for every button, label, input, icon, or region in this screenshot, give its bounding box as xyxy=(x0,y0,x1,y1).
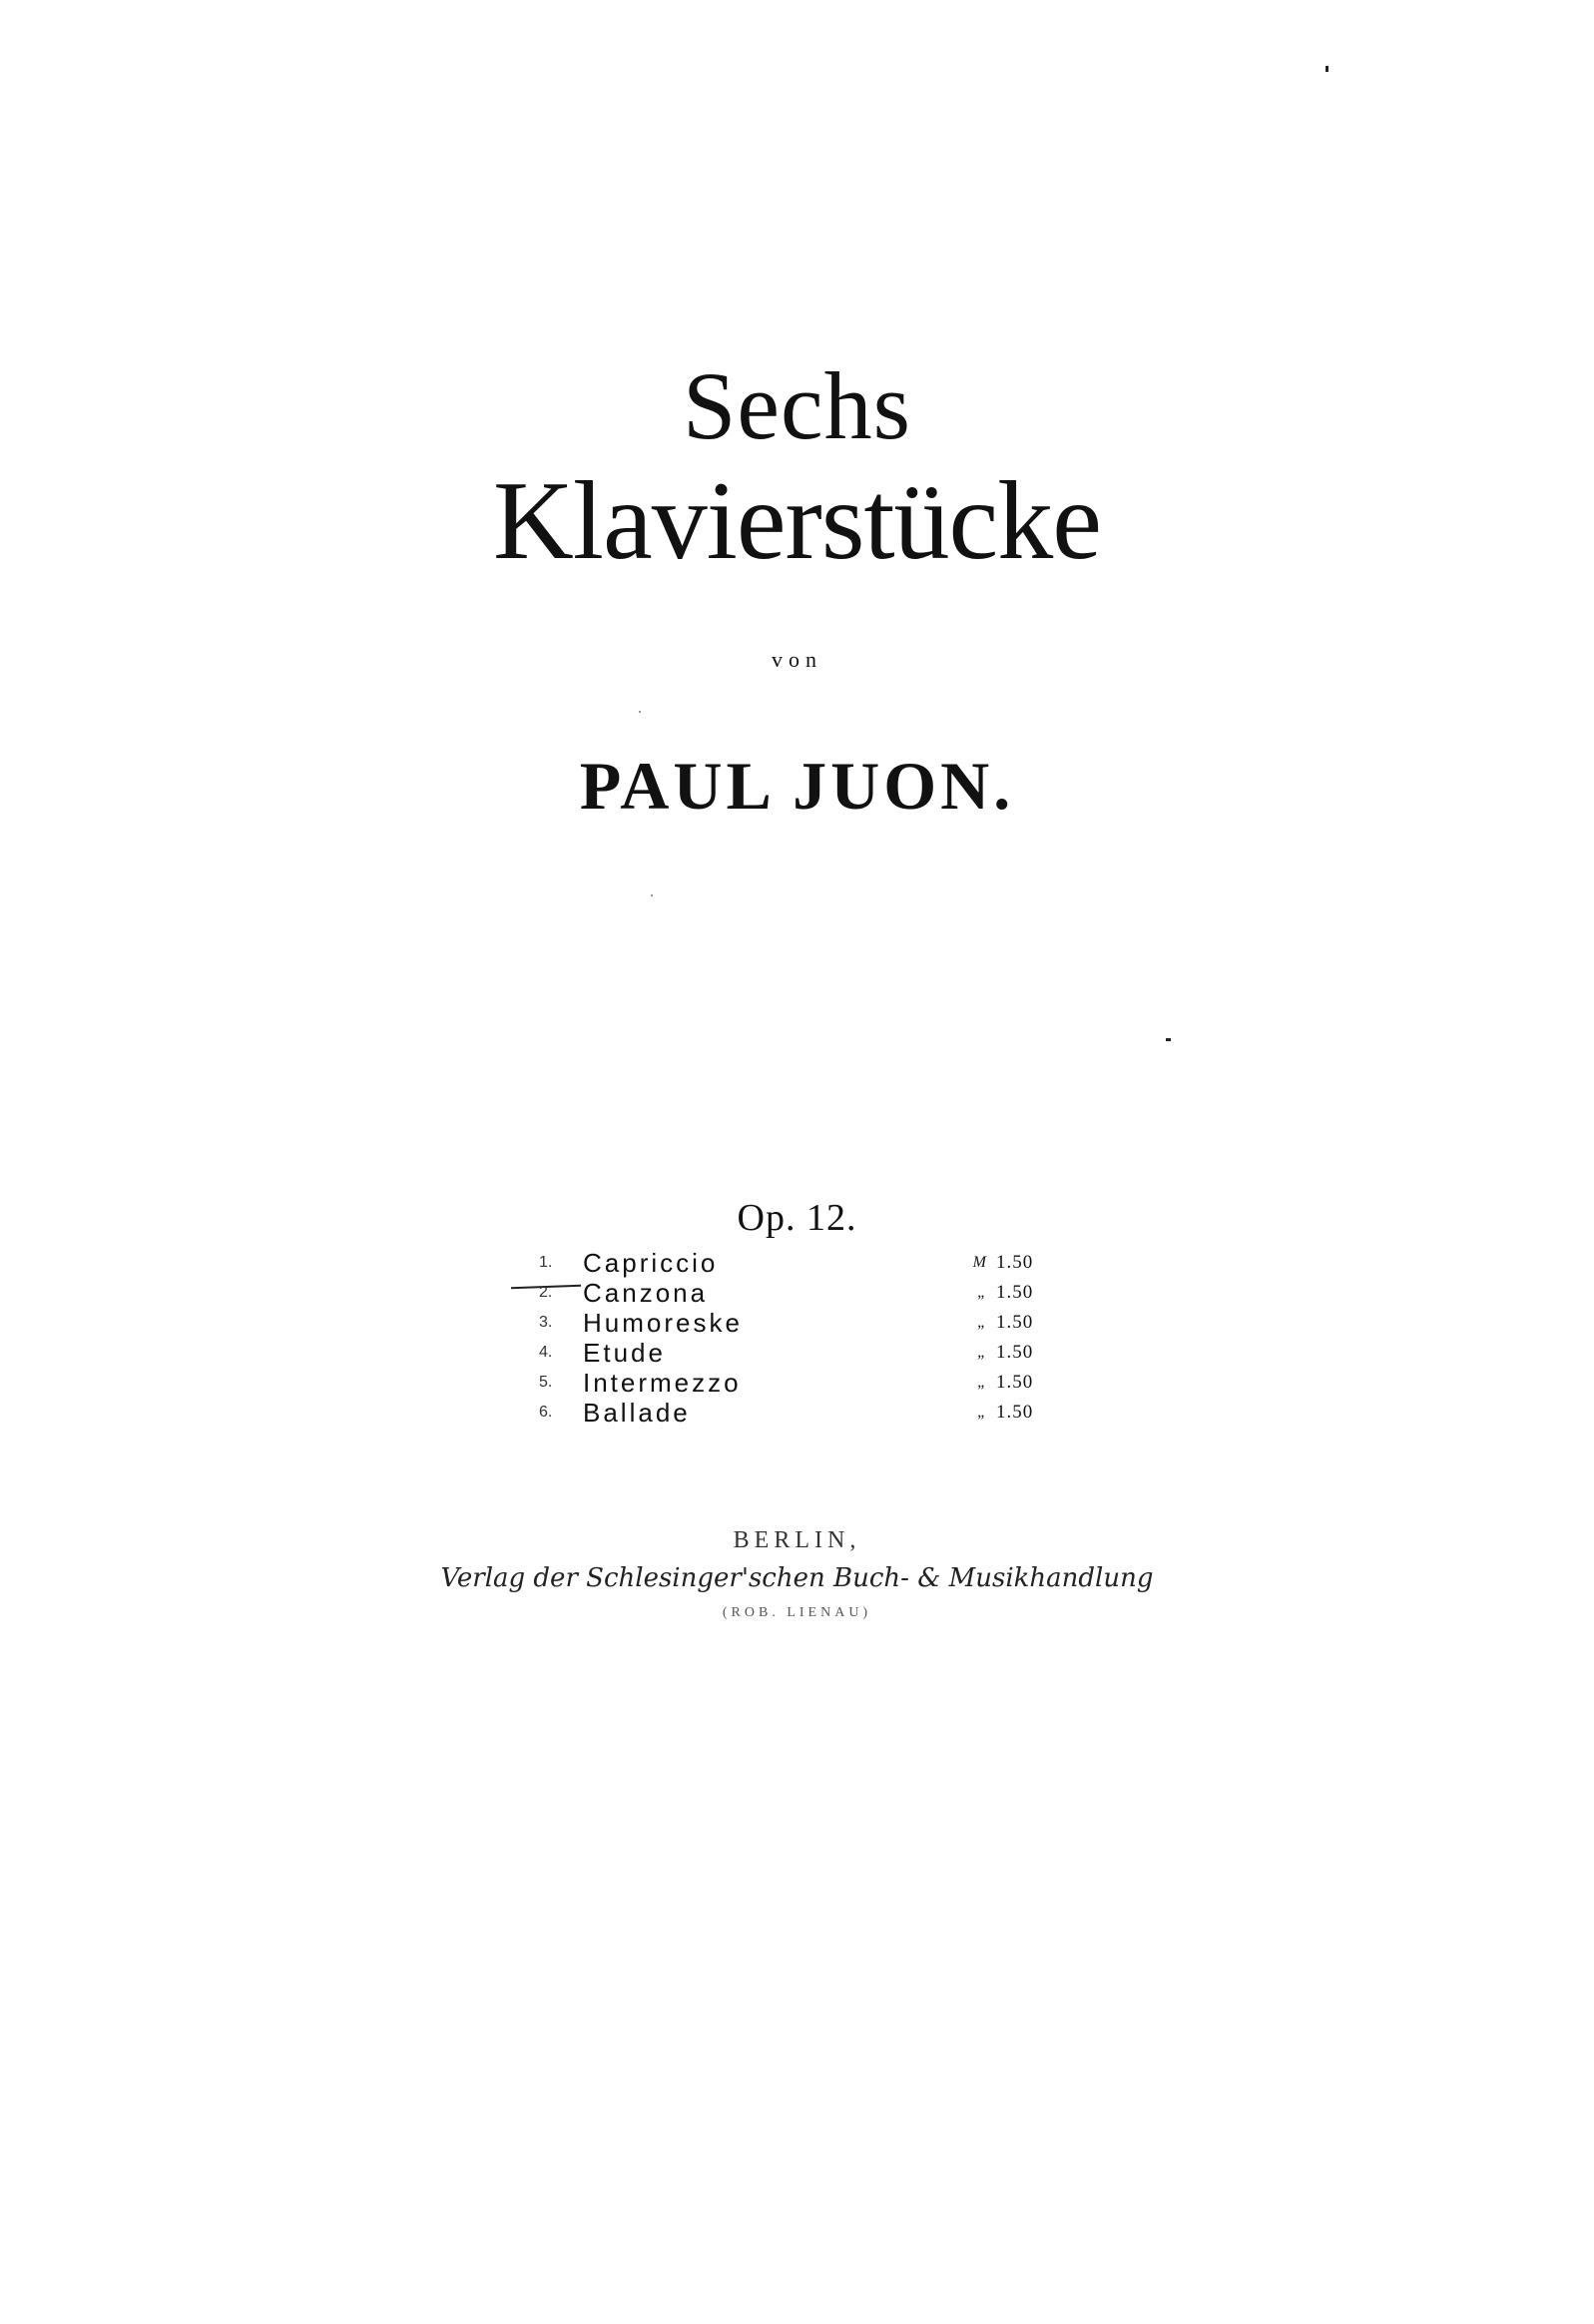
list-item xyxy=(539,1248,1068,1278)
list-item xyxy=(539,1278,1068,1308)
piece-price: 1.50 xyxy=(996,1312,1034,1333)
piece-list xyxy=(539,1248,1068,1428)
title-line-1: Sechs xyxy=(683,352,911,459)
piece-number: 4. xyxy=(539,1344,553,1361)
piece-number: 5. xyxy=(539,1374,553,1391)
piece-price: 1.50 xyxy=(996,1372,1034,1393)
piece-currency: „ xyxy=(977,1284,986,1301)
piece-title: Etude xyxy=(583,1338,666,1368)
publisher-sub: (ROB. LIENAU) xyxy=(722,1605,872,1620)
piece-price: 1.50 xyxy=(996,1402,1034,1423)
piece-number: 1. xyxy=(539,1254,553,1271)
piece-price: 1.50 xyxy=(996,1282,1034,1303)
piece-price: 1.50 xyxy=(996,1342,1034,1363)
list-item xyxy=(539,1338,1068,1368)
composer-name: PAUL JUON. xyxy=(579,748,1015,824)
list-item xyxy=(539,1308,1068,1338)
piece-currency: „ xyxy=(977,1404,986,1421)
piece-price: 1.50 xyxy=(996,1252,1034,1273)
piece-currency: „ xyxy=(977,1314,986,1331)
byline: von xyxy=(772,647,822,672)
piece-title: Capriccio xyxy=(583,1248,719,1278)
scan-speck xyxy=(1326,66,1328,72)
piece-currency: M xyxy=(972,1254,986,1271)
piece-title: Humoreske xyxy=(583,1308,743,1338)
scan-speck xyxy=(639,711,641,713)
piece-number: 2. xyxy=(539,1284,553,1301)
piece-title: Intermezzo xyxy=(583,1368,742,1398)
piece-number: 3. xyxy=(539,1314,553,1331)
publisher-city: BERLIN, xyxy=(733,1527,861,1553)
publisher-name: Verlag der Schlesinger'schen Buch- & Musikhandlung xyxy=(440,1563,1154,1593)
piece-number: 6. xyxy=(539,1404,553,1421)
opus-number: Op. 12. xyxy=(737,1197,857,1239)
piece-currency: „ xyxy=(977,1374,986,1391)
piece-title: Canzona xyxy=(583,1278,709,1308)
piece-currency: „ xyxy=(977,1344,986,1361)
list-item xyxy=(539,1368,1068,1398)
piece-title: Ballade xyxy=(583,1398,691,1428)
list-item xyxy=(539,1398,1068,1428)
title-line-2: Klavierstücke xyxy=(493,459,1101,583)
scan-speck xyxy=(651,894,653,896)
scan-speck xyxy=(1166,1038,1171,1041)
